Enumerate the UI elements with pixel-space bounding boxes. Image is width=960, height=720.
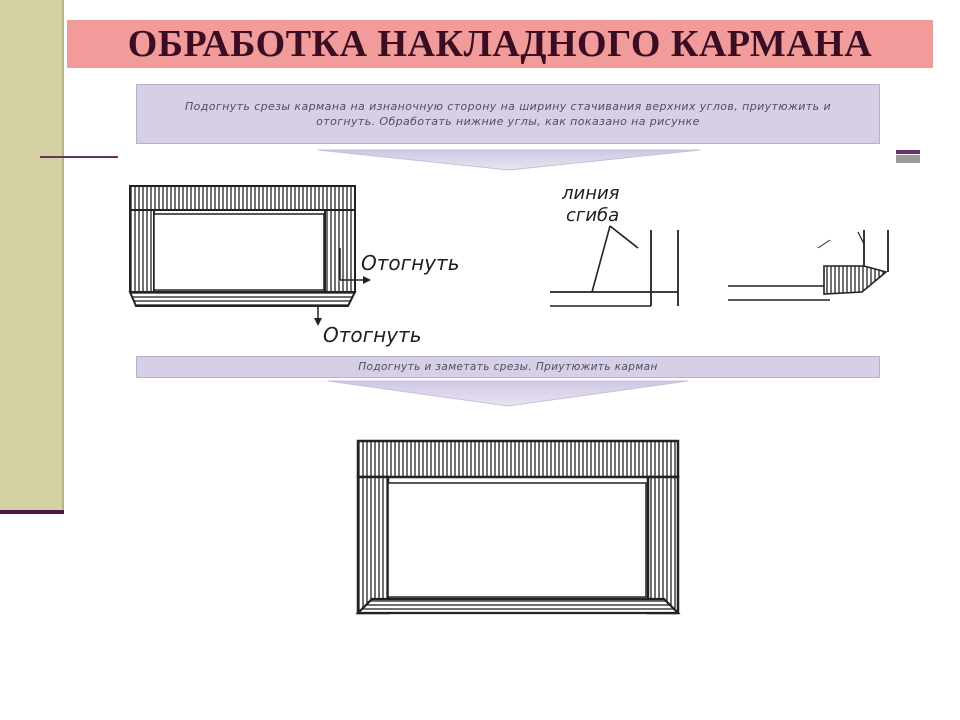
- step-1-instruction: Подогнуть срезы кармана на изнаночную сторону на ширину стачивания верхних углов, приутюжить и отогнуть. Обработать нижние углы, как показано на рисунке: [184, 100, 831, 128]
- left-decorative-bar: [0, 0, 64, 510]
- step-2-arrow: [328, 381, 688, 406]
- figure-pocket-folded: [130, 186, 371, 326]
- left-bar-bottom-rule: [0, 510, 64, 514]
- label-fold-right: Отогнуть: [361, 251, 460, 275]
- pocket-illustration: [118, 80, 896, 720]
- figure-fold-line: [550, 226, 678, 306]
- figure-finished-corner: [728, 230, 888, 300]
- slide-title: ОБРАБОТКА НАКЛАДНОГО КАРМАНА: [127, 23, 873, 65]
- label-fold-down: Отогнуть: [323, 323, 422, 347]
- label-fold-line-top: линия: [562, 183, 620, 204]
- pocket-drawings: [118, 80, 896, 720]
- figure-finished-pocket: [358, 441, 678, 613]
- accent-rule-right-shadow: [895, 155, 920, 163]
- title-banner: [67, 20, 933, 68]
- label-fold-line-bottom: сгиба: [566, 205, 620, 226]
- step-2-instruction: Подогнуть и заметать срезы. Приутюжить карман: [358, 360, 658, 373]
- step-1-arrow: [318, 150, 700, 170]
- accent-rule-right: [895, 150, 920, 154]
